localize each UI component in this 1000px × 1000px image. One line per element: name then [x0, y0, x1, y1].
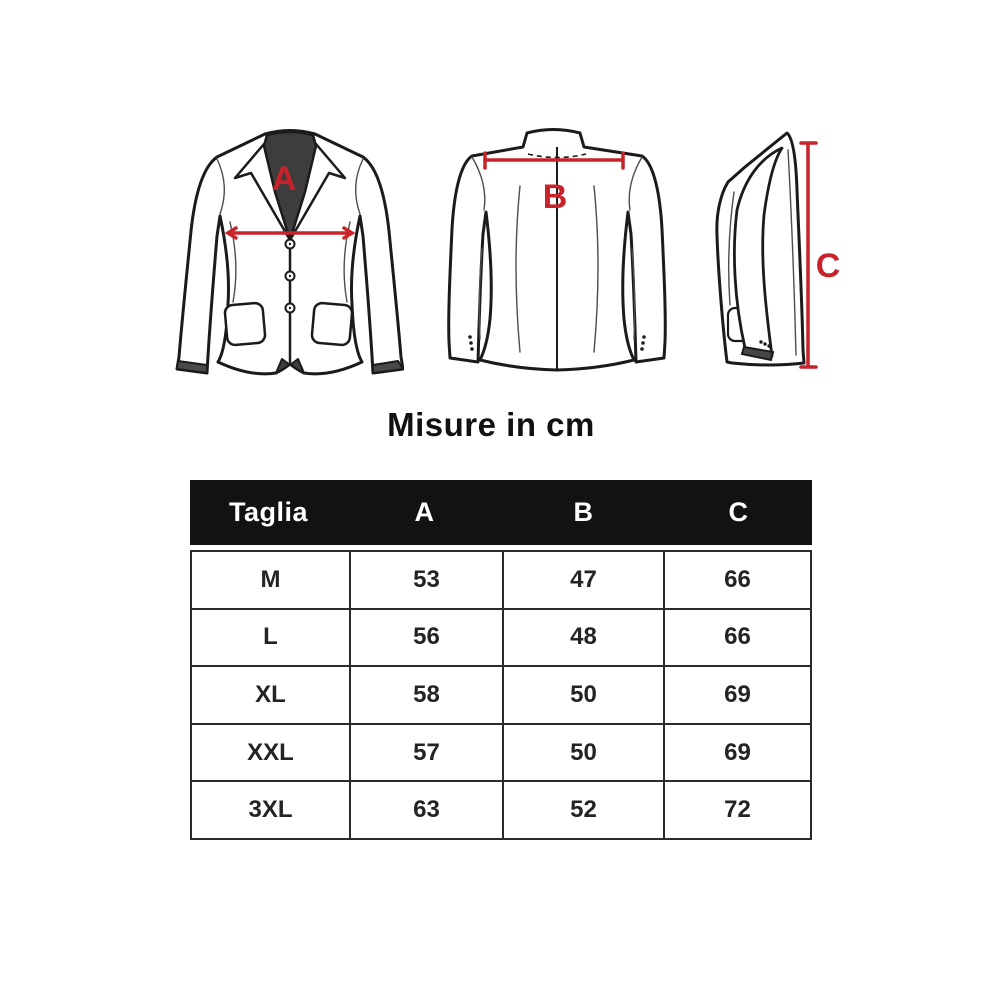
value-cell-c: 72 — [663, 782, 810, 838]
value-cell-a: 56 — [349, 610, 502, 666]
table-row — [192, 780, 810, 838]
value-cell-b: 52 — [502, 782, 663, 838]
value-cell-c: 66 — [663, 552, 810, 608]
jacket-front-illustration — [172, 124, 404, 386]
size-cell: L — [263, 623, 278, 651]
header-a: A — [414, 497, 435, 527]
size-cell: M — [260, 565, 281, 593]
size-table — [190, 480, 812, 840]
jacket-side-illustration — [690, 120, 860, 380]
header-b: B — [573, 497, 594, 527]
value-cell-b: 48 — [502, 610, 663, 666]
value-cell-a: 53 — [349, 552, 502, 608]
size-table-body — [190, 550, 812, 840]
value-cell-b: 47 — [502, 552, 663, 608]
size-table-header — [190, 480, 812, 545]
table-row — [192, 723, 810, 781]
size-cell: XL — [255, 680, 286, 708]
value-cell-a: 58 — [349, 667, 502, 723]
value-cell-c: 69 — [663, 667, 810, 723]
size-cell: 3XL — [248, 796, 293, 824]
header-taglia: Taglia — [228, 497, 309, 527]
header-c: C — [728, 497, 749, 527]
value-cell-b: 50 — [502, 725, 663, 781]
value-cell-c: 69 — [663, 725, 810, 781]
value-cell-c: 66 — [663, 610, 810, 666]
table-row — [192, 665, 810, 723]
size-cell: XXL — [247, 738, 294, 766]
value-cell-a: 63 — [349, 782, 502, 838]
measure-label-c: C — [815, 247, 841, 285]
table-row — [192, 608, 810, 666]
measure-label-a: A — [271, 160, 297, 198]
table-row — [192, 552, 810, 608]
value-cell-a: 57 — [349, 725, 502, 781]
page-title: Misure in cm — [387, 406, 595, 443]
measure-label-b: B — [542, 178, 568, 216]
jacket-back-illustration — [438, 124, 678, 372]
value-cell-b: 50 — [502, 667, 663, 723]
